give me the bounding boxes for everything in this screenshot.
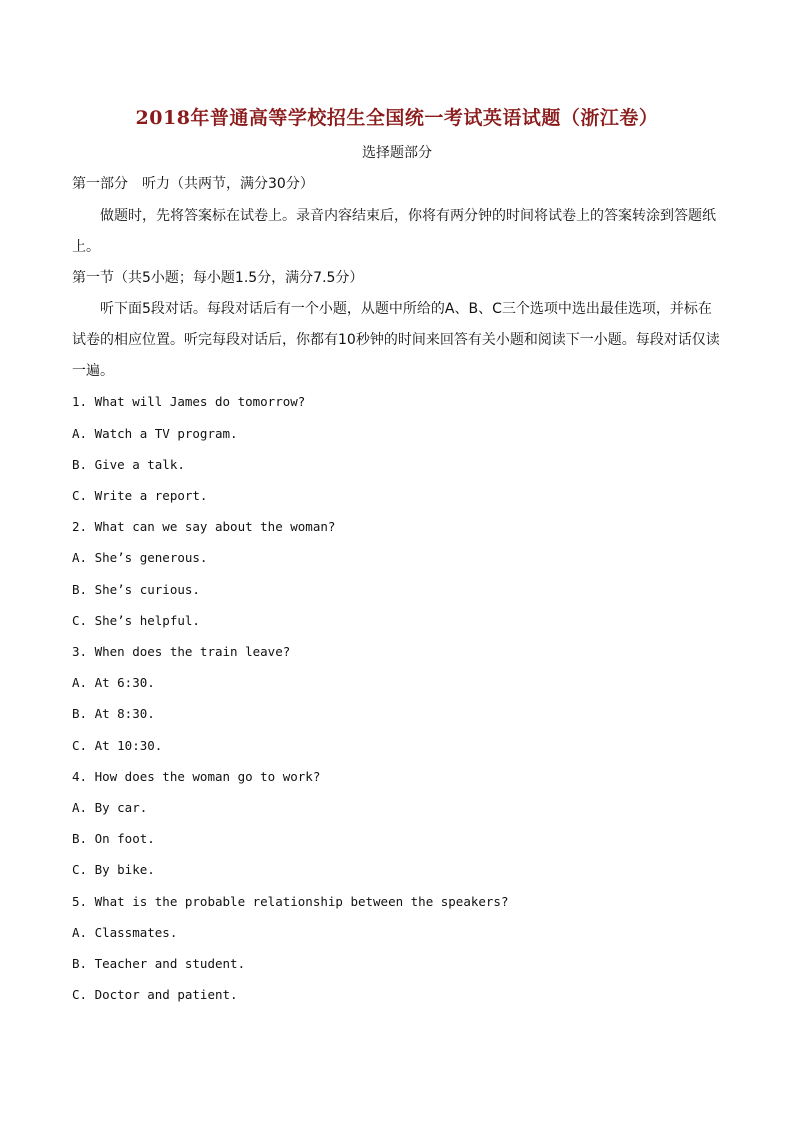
answer-option: B. Teacher and student. (72, 956, 246, 971)
answer-option: B. On foot. (72, 831, 155, 846)
directions-text: 试卷的相应位置。听完每段对话后，你都有10秒钟的时间来回答有关小题和阅读下一小题。每段对话仅读 (72, 332, 720, 348)
question-text: 2. What can we say about the woman? (72, 519, 336, 534)
answer-option: C. At 10:30. (72, 738, 163, 753)
directions-text: 听下面5段对话。每段对话后有一个小题，从题中所给的A、B、C三个选项中选出最佳选项，并标在 (100, 301, 712, 317)
answer-option: B. At 8:30. (72, 706, 155, 721)
answer-option: A. By car. (72, 800, 148, 815)
answer-option: C. She’s helpful. (72, 613, 200, 628)
answer-option: C. By bike. (72, 862, 155, 877)
answer-option: A. She’s generous. (72, 550, 208, 565)
instruction-text: 做题时，先将答案标在试卷上。录音内容结束后，你将有两分钟的时间将试卷上的答案转涂到答题纸 (100, 208, 716, 224)
question-text: 5. What is the probable relationship between the speakers? (72, 894, 509, 909)
answer-option: A. At 6:30. (72, 675, 155, 690)
exam-title: 2018年普通高等学校招生全国统一考试英语试题（浙江卷） (135, 107, 659, 129)
directions-text: 一遍。 (72, 363, 114, 379)
instruction-text: 上。 (72, 239, 100, 255)
section-subtitle: 选择题部分 (362, 145, 432, 161)
answer-option: A. Watch a TV program. (72, 426, 238, 441)
question-text: 1. What will James do tomorrow? (72, 394, 306, 409)
answer-option: B. She’s curious. (72, 582, 200, 597)
section-heading: 第一节（共5小题；每小题1.5分，满分7.5分） (72, 270, 364, 286)
part-heading: 第一部分 听力（共两节，满分30分） (72, 176, 314, 192)
question-text: 3. When does the train leave? (72, 644, 291, 659)
answer-option: C. Write a report. (72, 488, 208, 503)
answer-option: B. Give a talk. (72, 457, 185, 472)
question-text: 4. How does the woman go to work? (72, 769, 321, 784)
answer-option: C. Doctor and patient. (72, 987, 238, 1002)
answer-option: A. Classmates. (72, 925, 178, 940)
